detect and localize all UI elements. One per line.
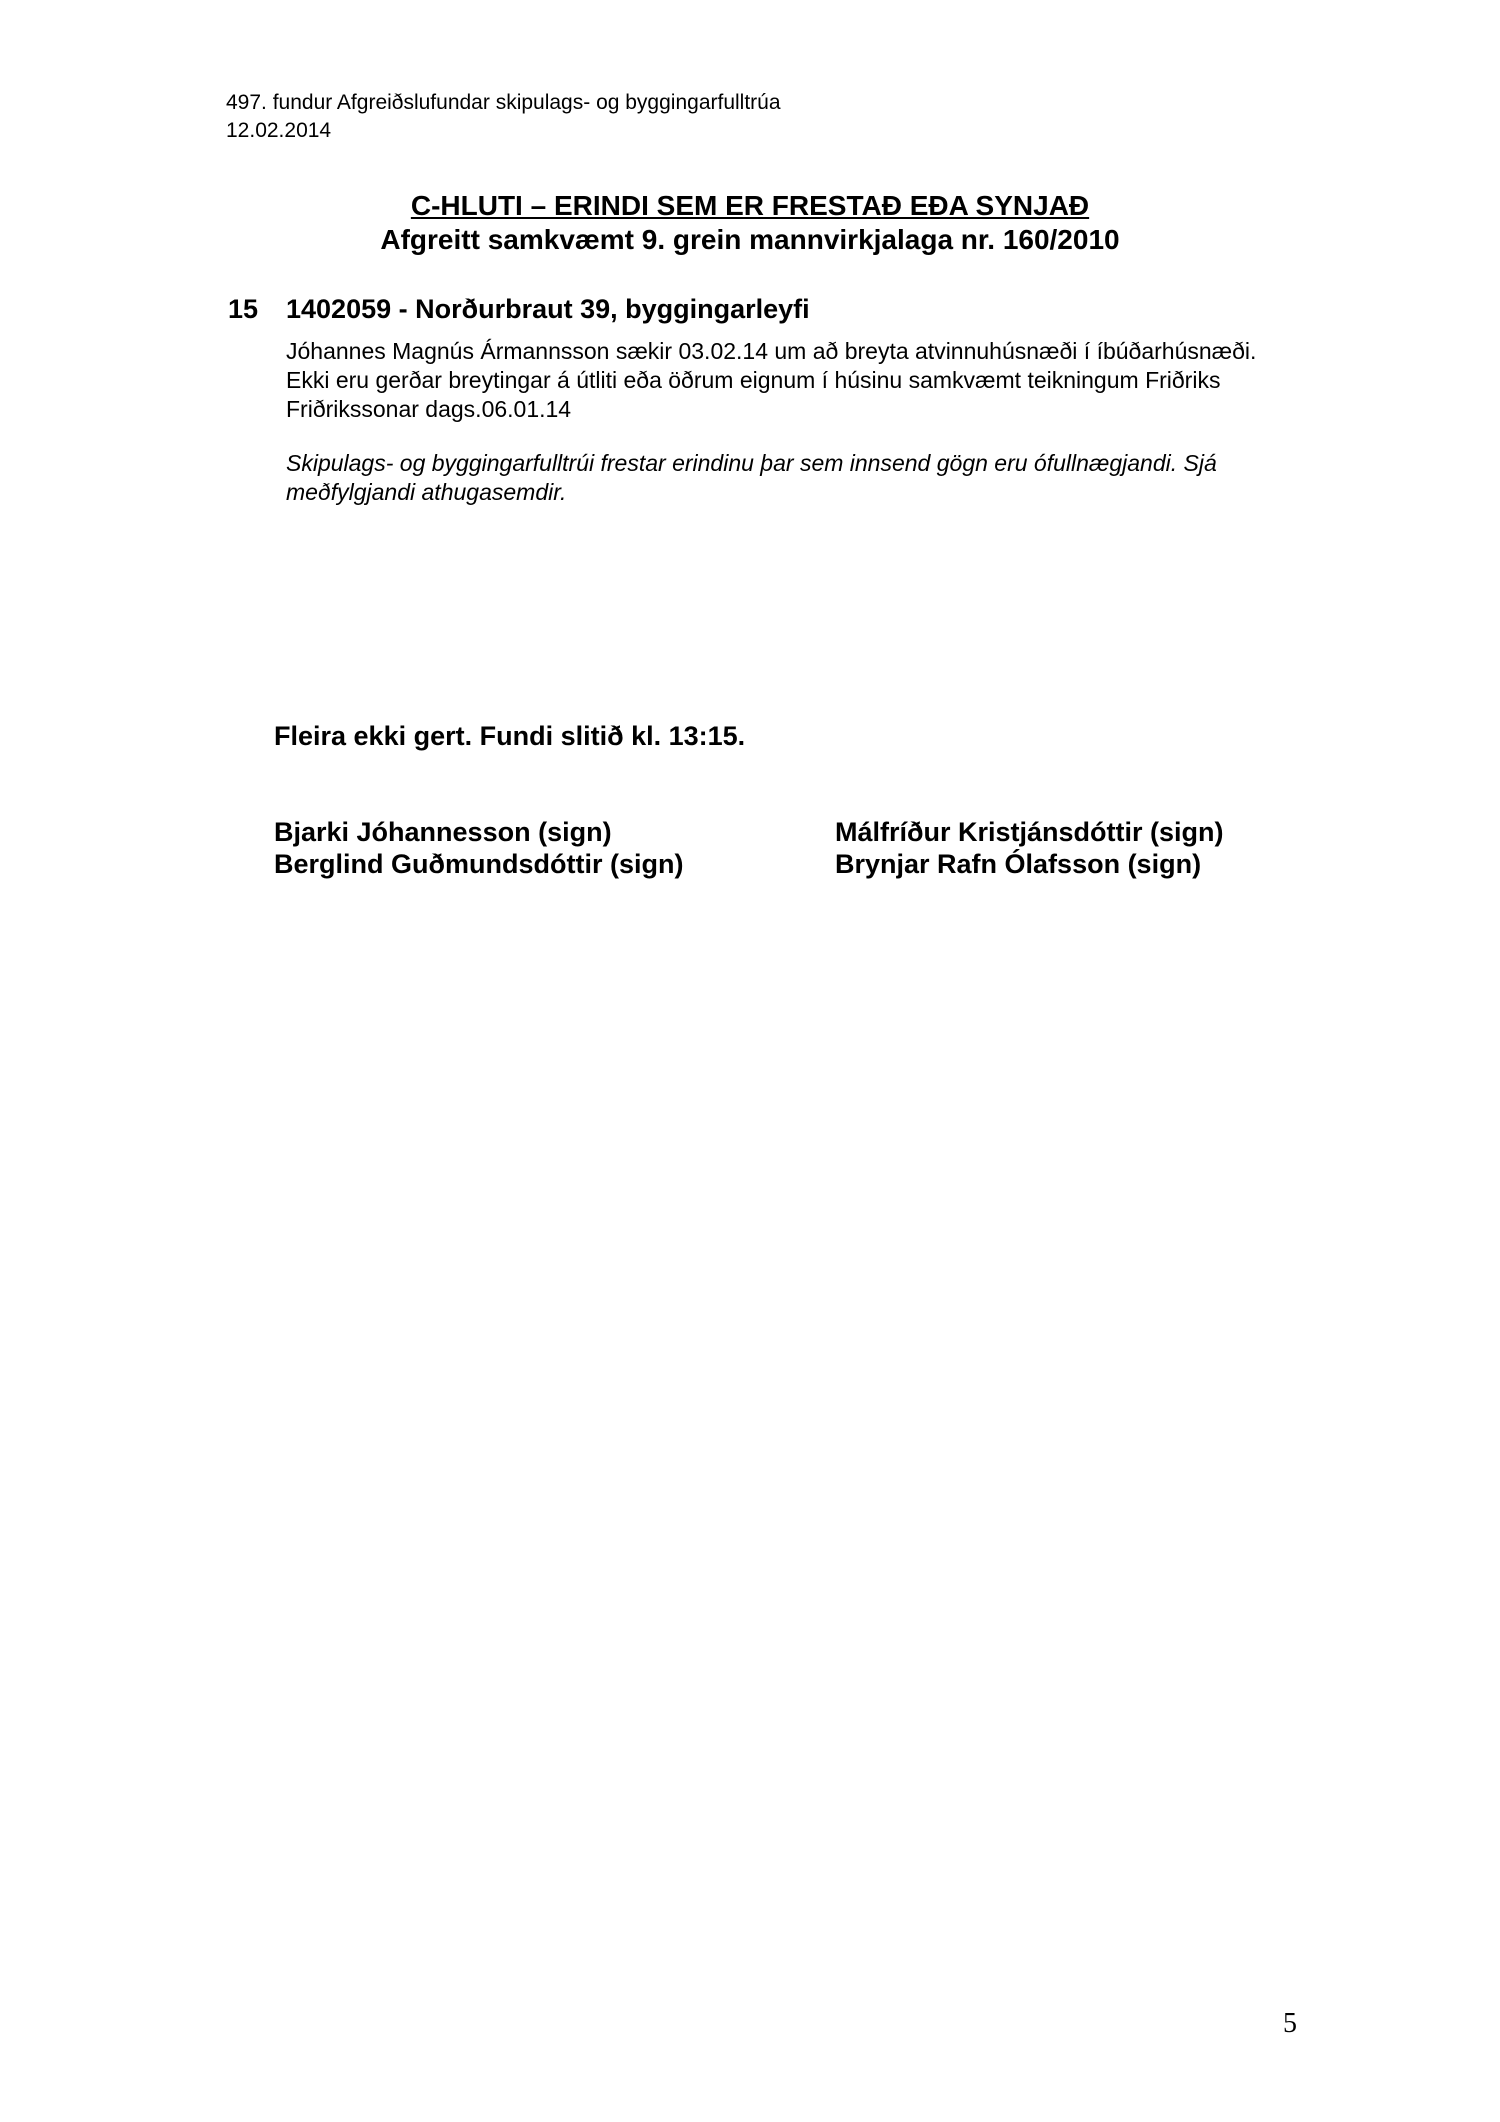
closing-statement: Fleira ekki gert. Fundi slitið kl. 13:15. <box>274 721 746 751</box>
signature: Bjarki Jóhannesson (sign) <box>274 817 612 847</box>
signature: Berglind Guðmundsdóttir (sign) <box>274 849 684 879</box>
signature: Málfríður Kristjánsdóttir (sign) <box>835 817 1224 847</box>
signatures-left <box>274 816 683 880</box>
section-subtitle: Afgreitt samkvæmt 9. grein mannvirkjalaga nr. 160/2010 <box>380 224 1120 255</box>
signatures-right <box>835 816 1224 880</box>
section-heading <box>0 189 1500 257</box>
document-header <box>226 89 781 145</box>
item-body: Jóhannes Magnús Ármannsson sækir 03.02.14 um að breyta atvinnuhúsnæði í íbúðarhúsnæði. Ekki eru gerðar breytingar á útliti eða öðrum eignum í húsinu samkvæmt teikningum Friðriks Friðrikssonar dags.06.01.14 <box>286 338 1257 422</box>
meeting-title: 497. fundur Afgreiðslufundar skipulags- og byggingarfulltrúa <box>226 91 781 114</box>
item-decision: Skipulags- og byggingarfulltrúi frestar erindinu þar sem innsend gögn eru ófullnægjandi. Sjá meðfylgjandi athugasemdir. <box>286 450 1217 505</box>
item-title: 1402059 - Norðurbraut 39, byggingarleyfi <box>286 294 810 324</box>
section-title: C-HLUTI – ERINDI SEM ER FRESTAÐ EÐA SYNJAÐ <box>410 190 1090 221</box>
signature: Brynjar Rafn Ólafsson (sign) <box>835 849 1202 879</box>
page-number: 5 <box>1283 2008 1297 2039</box>
item-number: 15 <box>228 294 259 324</box>
meeting-date: 12.02.2014 <box>226 119 332 142</box>
